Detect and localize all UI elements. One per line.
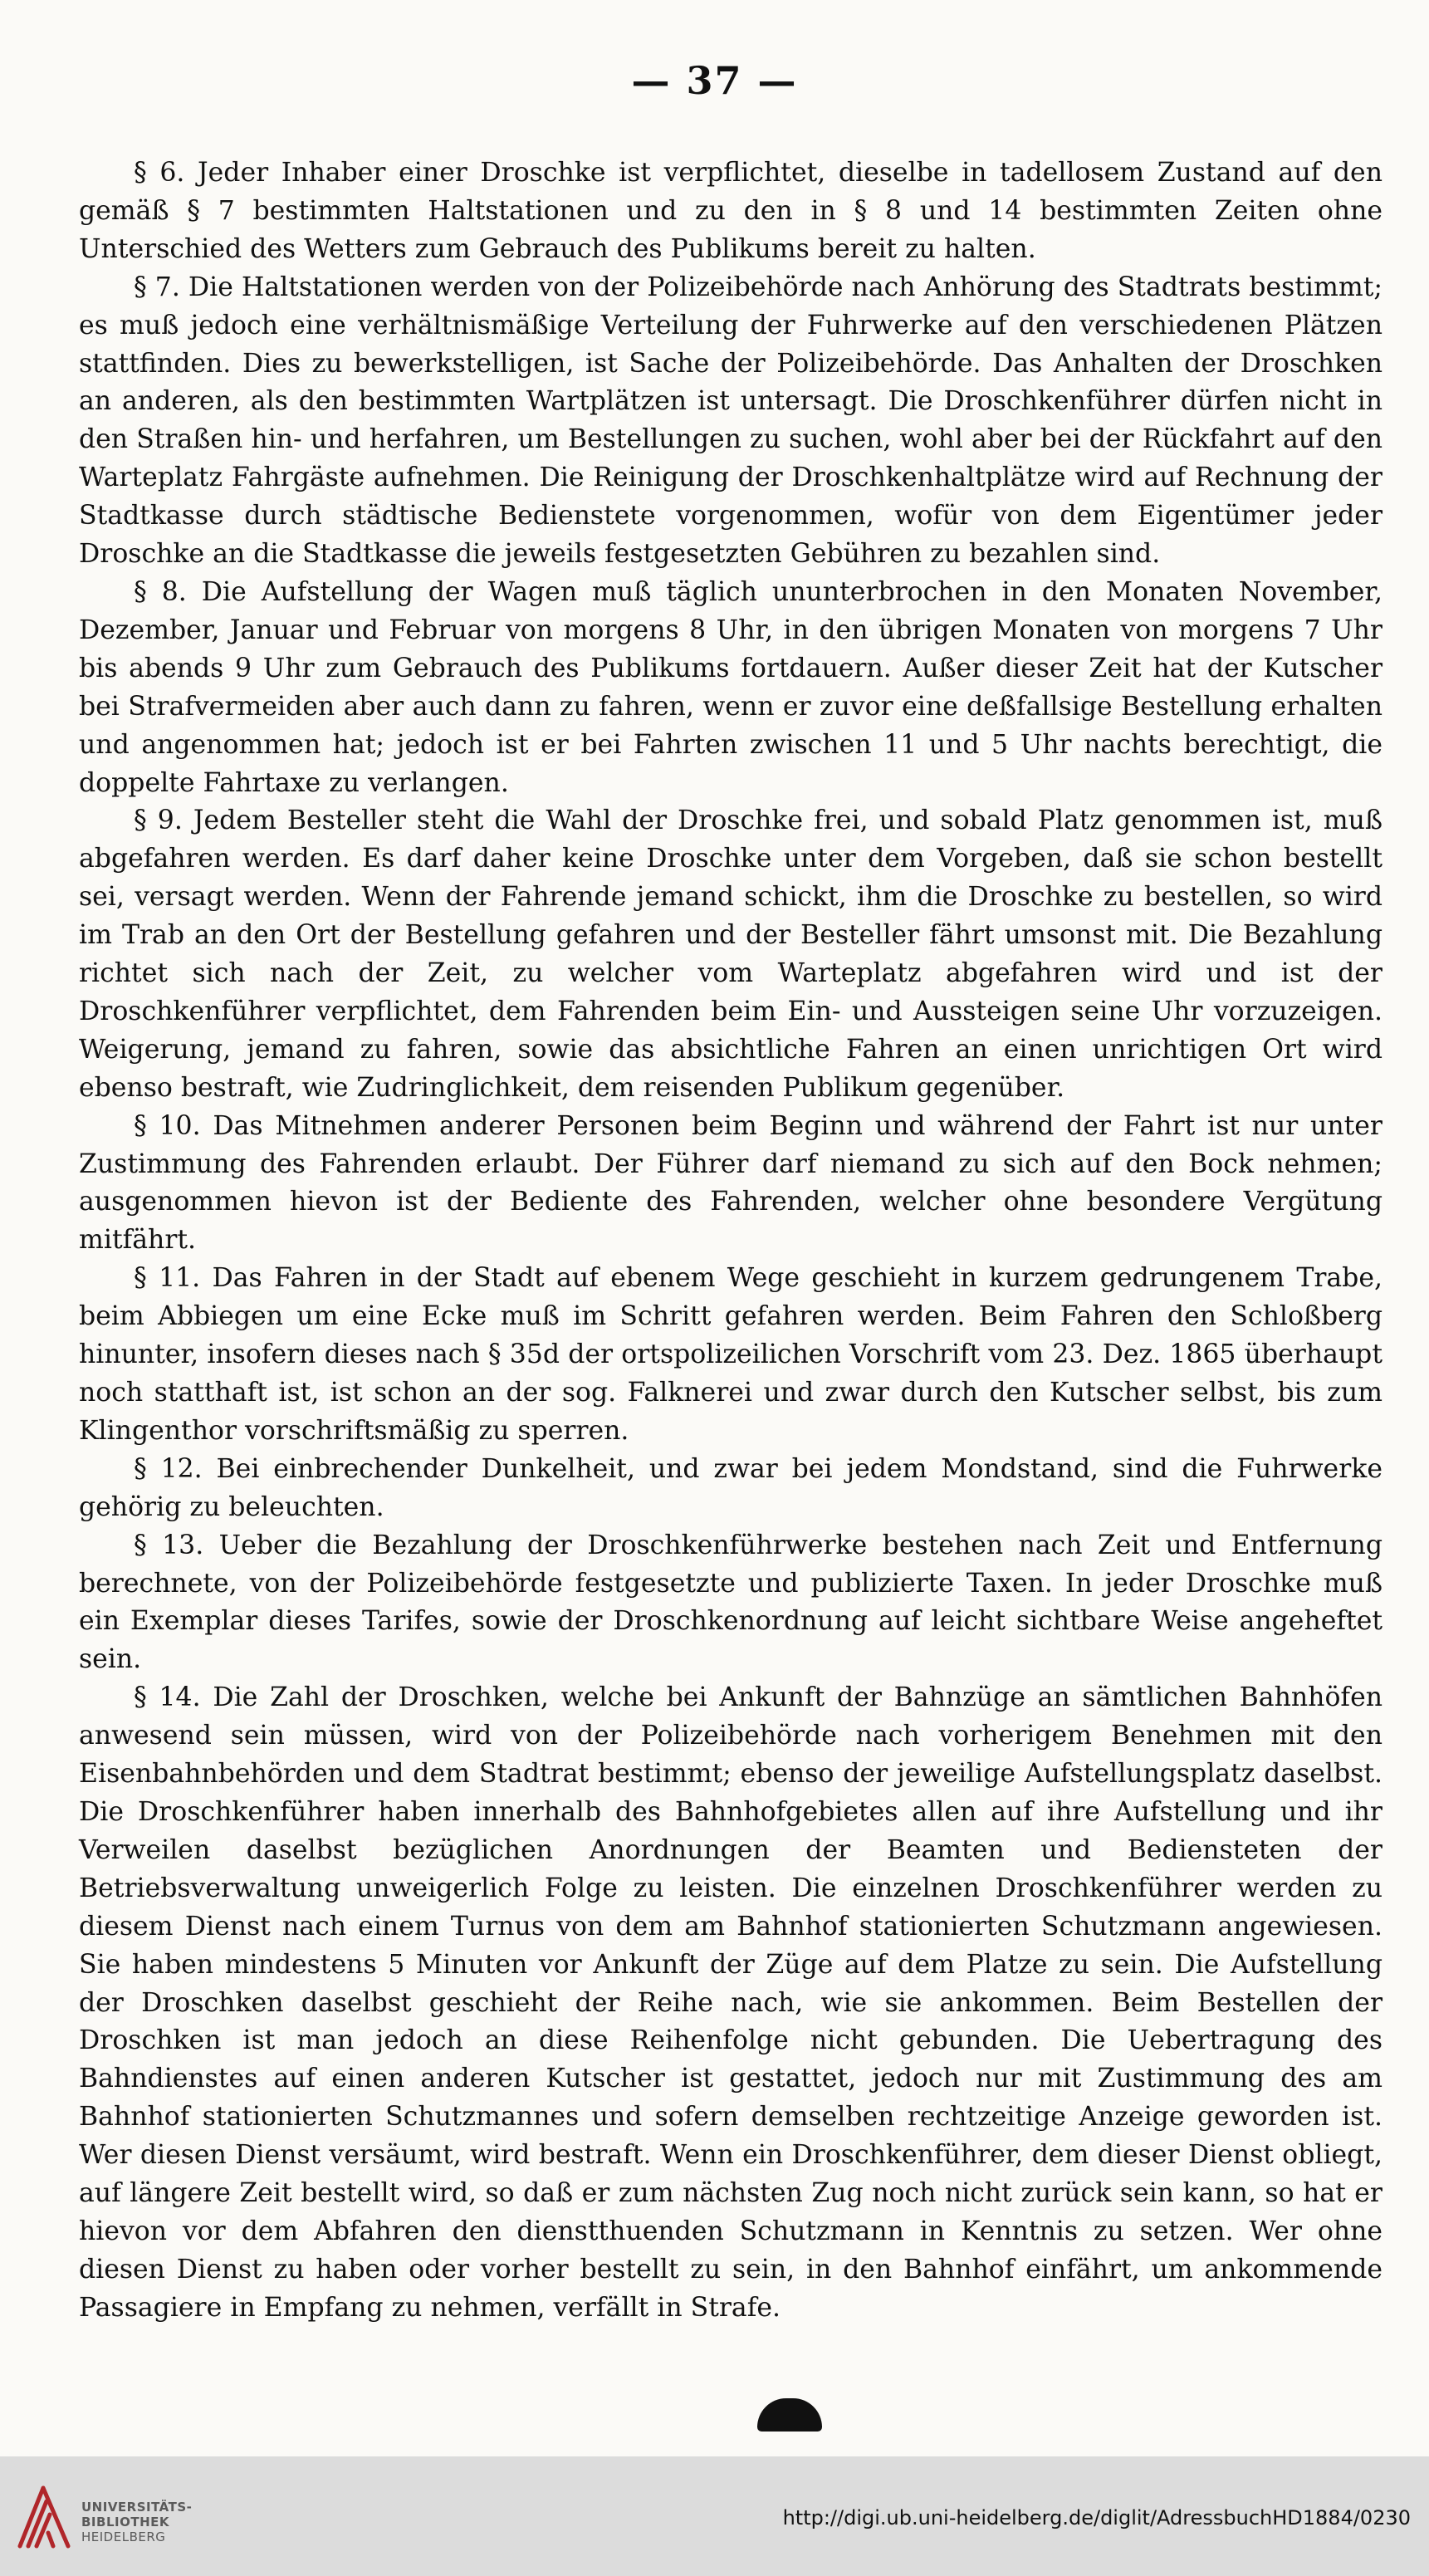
paragraph-section-6: § 6. Jeder Inhaber einer Droschke ist verpflichtet, dieselbe in tadellosem Zustand auf den gemäß § 7 bestimmten Haltstationen und zu den in § 8 und 14 bestimmten Zeiten ohne Unterschied des Wetters zum Gebrauch des Publikums bereit zu halten. [79,158,1383,264]
ink-blot [757,2398,822,2432]
paragraph-section-8: § 8. Die Aufstellung der Wagen muß täglich ununterbrochen in den Monaten November, Dezember, Januar und Februar von morgens 8 Uhr, in den übrigen Monaten von morgens 7 Uhr bis abends 9 Uhr zum Gebrauch des Publikums fortdauern. Außer dieser Zeit hat der Kutscher bei Strafvermeiden aber auch dann zu fahren, wenn er zuvor eine deßfallsige Bestellung erhalten und angenommen hat; jedoch ist er bei Fahrten zwischen 11 und 5 Uhr nachts berechtigt, die doppelte Fahrtaxe zu verlangen. [79,576,1383,798]
paragraph-section-13: § 13. Ueber die Bezahlung der Droschkenführwerke bestehen nach Zeit und Entfernung berechnete, von der Polizeibehörde festgesetzte und publizierte Taxen. In jeder Droschke muß ein Exemplar dieses Tarifes, sowie der Droschkenordnung auf leicht sichtbare Weise angeheftet sein. [79,1530,1383,1675]
source-url-link[interactable]: http://digi.ub.uni-heidelberg.de/diglit/AdressbuchHD1884/0230 [782,2506,1411,2529]
library-logo-icon [15,2481,73,2551]
paragraph-section-9: § 9. Jedem Besteller steht die Wahl der Droschke frei, und sobald Platz genommen ist, muß abgefahren werden. Es darf daher keine Droschke unter dem Vorgeben, daß sie schon bestellt sei, versagt werden. Wenn der Fahrende jemand schickt, ihm die Droschke zu bestellen, so wird im Trab an den Ort der Bestellung gefahren und der Besteller fährt umsonst mit. Die Bezahlung richtet sich nach der Zeit, zu welcher vom Warteplatz abgefahren wird und ist der Droschkenführer verpflichtet, dem Fahrenden beim Ein- und Aussteigen seine Uhr vorzuzeigen. Weigerung, jemand zu fahren, sowie das absichtliche Fahren an einen unrichtigen Ort wird ebenso bestraft, wie Zudringlichkeit, dem reisenden Publikum gegenüber. [79,806,1383,1103]
library-name-line3: HEIDELBERG [81,2529,166,2544]
paragraph-section-10: § 10. Das Mitnehmen anderer Personen beim Beginn und während der Fahrt ist nur unter Zustimmung des Fahrenden erlaubt. Der Führer darf niemand zu sich auf den Bock nehmen; ausgenommen hievon ist der Bediente des Fahrenden, welcher ohne besondere Vergütung mitfährt. [79,1110,1383,1256]
library-name-line2: BIBLIOTHEK [81,2515,169,2529]
page-number: — 37 — [631,58,798,103]
paragraph-section-7: § 7. Die Haltstationen werden von der Polizeibehörde nach Anhörung des Stadtrats bestimmt; es muß jedoch eine verhältnismäßige Verteilung der Fuhrwerke auf den verschiedenen Plätzen stattfinden. Dies zu bewerkstelligen, ist Sache der Polizeibehörde. Das Anhalten der Droschken an anderen, als den bestimmten Wartplätzen ist untersagt. Die Droschkenführer dürfen nicht in den Straßen hin- und herfahren, um Bestellungen zu suchen, wohl aber bei der Rückfahrt auf den Warteplatz Fahrgäste aufnehmen. Die Reinigung der Droschkenhaltplätze wird auf Rechnung der Stadtkasse durch städtische Bedienstete vorgenommen, wofür von dem Eigentümer jeder Droschke an die Stadtkasse die jeweils festgesetzten Gebühren zu bezahlen sind. [79,272,1383,570]
body-text [79,154,1383,2328]
library-name [81,2500,192,2544]
paragraph-section-11: § 11. Das Fahren in der Stadt auf ebenem Wege geschieht in kurzem gedrungenem Trabe, beim Abbiegen um eine Ecke muß im Schritt gefahren werden. Beim Fahren den Schloßberg hinunter, insofern dieses nach § 35d der ortspolizeilichen Vorschrift vom 23. Dez. 1865 überhaupt noch statthaft ist, ist schon an der sog. Falknerei und zwar durch den Kutscher selbst, bis zum Klingenthor vorschriftsmäßig zu sperren. [79,1263,1383,1446]
library-name-line1: UNIVERSITÄTS- [81,2500,193,2515]
paragraph-section-12: § 12. Bei einbrechender Dunkelheit, und zwar bei jedem Mondstand, sind die Fuhrwerke gehörig zu beleuchten. [79,1453,1383,1522]
footer-bar [0,2456,1429,2576]
paragraph-section-14: § 14. Die Zahl der Droschken, welche bei Ankunft der Bahnzüge an sämtlichen Bahnhöfen anwesend sein müssen, wird von der Polizeibehörde nach vorherigem Benehmen mit den Eisenbahnbehörden und dem Stadtrat bestimmt; ebenso der jeweilige Aufstellungsplatz daselbst. Die Droschkenführer haben innerhalb des Bahnhofgebietes allen auf ihre Aufstellung und ihr Verweilen daselbst bezüglichen Anordnungen der Beamten und Bediensteten der Betriebsverwaltung unweigerlich Folge zu leisten. Die einzelnen Droschkenführer werden zu diesem Dienst nach einem Turnus von dem am Bahnhof stationierten Schutzmann angewiesen. Sie haben mindestens 5 Minuten vor Ankunft der Züge auf dem Platze zu sein. Die Aufstellung der Droschken daselbst geschieht der Reihe nach, wie sie ankommen. Beim Bestellen der Droschken ist man jedoch an diese Reihenfolge nicht gebunden. Die Uebertragung des Bahndienstes auf einen anderen Kutscher ist gestattet, jedoch nur mit Zustimmung des am Bahnhof stationierten Schutzmannes und sofern demselben rechtzeitige Anzeige geworden ist. Wer diesen Dienst versäumt, wird bestraft. Wenn ein Droschkenführer, dem dieser Dienst obliegt, auf längere Zeit bestellt wird, so daß er zum nächsten Zug noch nicht zurück sein kann, so hat er hievon vor dem Abfahren den dienstthuenden Schutzmann in Kenntnis zu setzen. Wer ohne diesen Dienst zu haben oder vorher bestellt zu sein, in den Bahnhof einfährt, um ankommende Passagiere in Empfang zu nehmen, verfällt in Strafe. [79,1682,1383,2323]
